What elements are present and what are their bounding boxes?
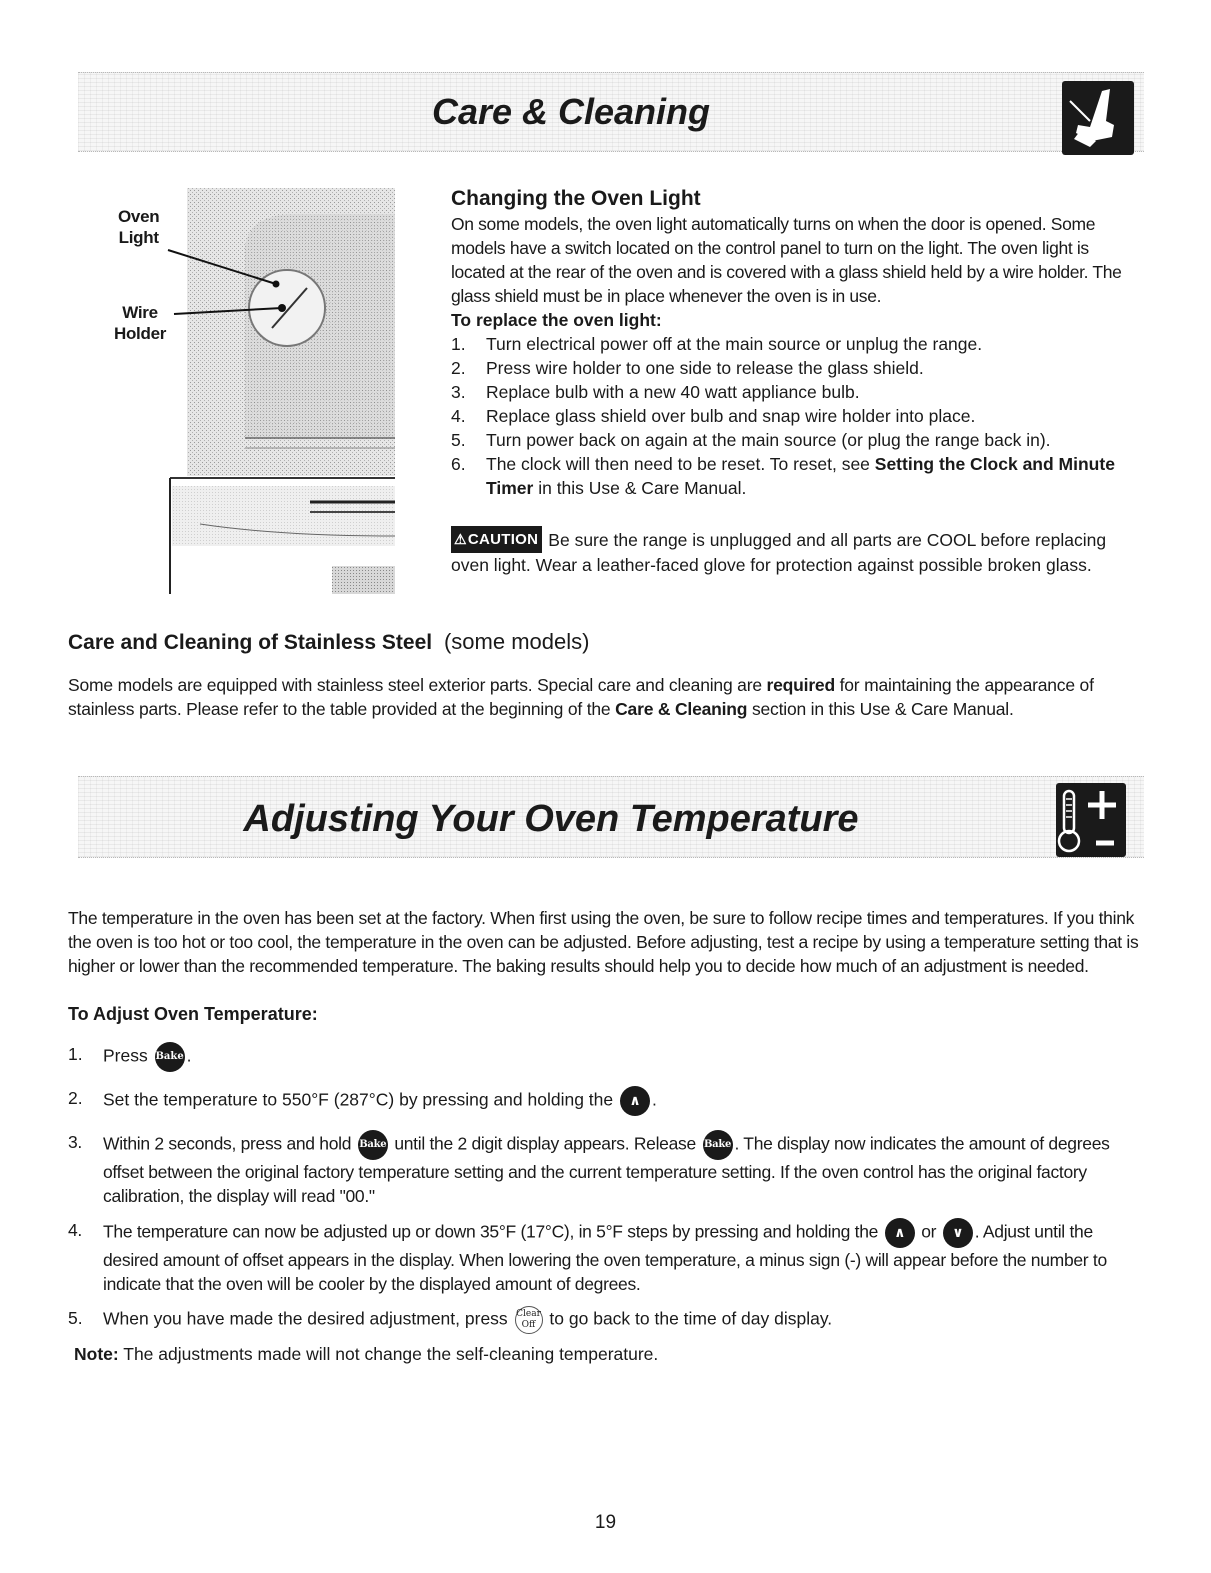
replace-subheading: To replace the oven light: — [451, 310, 662, 330]
bake-button-icon: Bake — [155, 1042, 185, 1072]
bake-button-icon: Bake — [358, 1130, 388, 1160]
off-label: Off — [521, 1320, 536, 1330]
step-text: Within 2 seconds, press and hold — [103, 1133, 352, 1154]
oven-light-figure — [110, 186, 400, 596]
list-item — [68, 1218, 1148, 1296]
list-item — [68, 1130, 1148, 1208]
paragraph-text: Some models are equipped with stainless steel exterior parts. Special care and cleaning are — [68, 675, 767, 695]
step-text: to go back to the time of day display. — [549, 1308, 833, 1329]
step-number: 4. — [68, 1220, 82, 1240]
list-item — [451, 428, 1143, 452]
section-title: Adjusting Your Oven Temperature — [243, 798, 859, 840]
adjust-steps-list — [68, 1042, 1148, 1334]
step-text: Replace glass shield over bulb and snap wire holder into place. — [486, 406, 976, 426]
adjust-temp-banner — [78, 776, 1144, 858]
caution-paragraph — [451, 526, 1143, 577]
list-item — [68, 1086, 1148, 1116]
step-text: . The display now indicates the amount of degrees offset between the original factory temperature setting and the current temperature setting. If the oven control has the original factory calibration, the display will read "00." — [103, 1133, 1110, 1206]
stainless-section — [68, 628, 1144, 721]
step-number: 2. — [68, 1088, 83, 1108]
gloved-hand-icon — [1062, 81, 1134, 155]
paragraph-text: section in this Use & Care Manual. — [747, 699, 1014, 719]
step-number: 5. — [451, 430, 466, 450]
down-arrow-button-icon: ∨ — [943, 1218, 973, 1248]
step-number: 2. — [451, 358, 466, 378]
adjust-subheading: To Adjust Oven Temperature: — [68, 1004, 318, 1024]
note-text: The adjustments made will not change the self-cleaning temperature. — [118, 1344, 659, 1364]
stainless-heading-suffix: (some models) — [443, 629, 590, 654]
step-text: When you have made the desired adjustment, press — [103, 1308, 508, 1329]
emphasis-text: required — [766, 675, 835, 695]
step-text: . — [652, 1089, 657, 1110]
clear-off-button-icon — [515, 1306, 543, 1334]
temperature-section — [68, 906, 1148, 1366]
list-item — [451, 380, 1143, 404]
step-text: in this Use & Care Manual. — [533, 478, 747, 498]
paragraph-text: for maintaining the appearance of stainless parts. Please refer to the table provided at the beginning of the — [68, 675, 1094, 719]
step-text: Turn power back on again at the main source (or plug the range back in). — [486, 430, 1051, 450]
step-number: 5. — [68, 1308, 83, 1328]
caution-label: CAUTION — [467, 531, 539, 548]
care-cleaning-banner — [78, 72, 1144, 152]
oven-light-label — [118, 206, 159, 248]
oven-light-paragraph: On some models, the oven light automatically turns on when the door is opened. Some models have a switch located on the control panel to turn on the light. The oven light is located at the rear of the oven and is covered with a glass shield held by a wire holder. The glass shield must be in place whenever the oven is in use. — [451, 214, 1122, 306]
clear-label: Clear — [516, 1309, 541, 1319]
oven-light-label-line2: Light — [118, 228, 159, 247]
step-text: until the 2 digit display appears. Release — [394, 1133, 696, 1154]
caution-badge — [451, 526, 542, 553]
wire-holder-label-line1: Wire — [122, 303, 158, 322]
step-text: Press wire holder to one side to release the glass shield. — [486, 358, 924, 378]
warning-triangle-icon: ⚠ — [454, 531, 467, 547]
list-item — [68, 1306, 1148, 1334]
step-text: The temperature can now be adjusted up or down 35°F (17°C), in 5°F steps by pressing and holding the — [103, 1221, 879, 1242]
list-item — [451, 332, 1143, 356]
step-number: 6. — [451, 454, 466, 474]
list-item — [451, 356, 1143, 380]
step-text: Set the temperature to 550°F (287°C) by pressing and holding the — [103, 1089, 614, 1110]
list-item — [451, 452, 1143, 500]
replace-steps-list — [451, 332, 1143, 500]
stainless-paragraph — [68, 673, 1144, 721]
caution-text: Be sure the range is unplugged and all parts are COOL before replacing oven light. Wear a leather-faced glove for protection against possible broken glass. — [451, 530, 1107, 575]
stainless-heading — [68, 628, 1144, 657]
oven-light-section — [451, 186, 1143, 577]
bake-button-icon: Bake — [703, 1130, 733, 1160]
step-text: Replace bulb with a new 40 watt appliance bulb. — [486, 382, 860, 402]
step-text: or — [921, 1221, 937, 1242]
step-number: 1. — [68, 1044, 83, 1064]
list-item — [451, 404, 1143, 428]
note — [74, 1342, 1148, 1366]
temperature-intro: The temperature in the oven has been set at the factory. When first using the oven, be sure to follow recipe times and temperatures. If you think the oven is too hot or too cool, the temperature in the oven can be adjusted. Before adjusting, test a recipe by using a temperature setting that is higher or lower than the recommended temperature. The baking results should help you to decide how much of an adjustment is needed. — [68, 908, 1139, 976]
clock-reference: Setting the Clock and Minute Timer — [486, 454, 1115, 498]
step-text: . — [186, 1045, 192, 1066]
list-item — [68, 1042, 1148, 1072]
step-text: The clock will then need to be reset. To reset, see — [486, 454, 875, 474]
step-text: . Adjust until the desired amount of offset appears in the display. When lowering the oven temperature, a minus sign (-) will appear before the number to indicate that the oven will be cooler by the displayed amount of degrees. — [103, 1221, 1107, 1294]
step-number: 4. — [451, 406, 466, 426]
section-reference: Care & Cleaning — [615, 699, 748, 719]
step-text: Press — [103, 1045, 148, 1066]
step-number: 3. — [68, 1132, 82, 1152]
section-title: Care & Cleaning — [431, 91, 711, 132]
thermometer-plus-minus-icon — [1056, 783, 1126, 857]
wire-holder-label — [114, 302, 166, 344]
step-text: Turn electrical power off at the main source or unplug the range. — [486, 334, 983, 354]
step-number: 3. — [451, 382, 466, 402]
oven-light-heading: Changing the Oven Light — [451, 187, 701, 210]
wire-holder-label-line2: Holder — [114, 324, 167, 343]
note-label: Note: — [74, 1344, 119, 1364]
up-arrow-button-icon: ∧ — [885, 1218, 915, 1248]
oven-light-label-line1: Oven — [118, 207, 160, 226]
stainless-heading-text: Care and Cleaning of Stainless Steel — [68, 631, 433, 654]
step-number: 1. — [451, 334, 466, 354]
page-number: 19 — [594, 1512, 617, 1533]
up-arrow-button-icon: ∧ — [620, 1086, 650, 1116]
